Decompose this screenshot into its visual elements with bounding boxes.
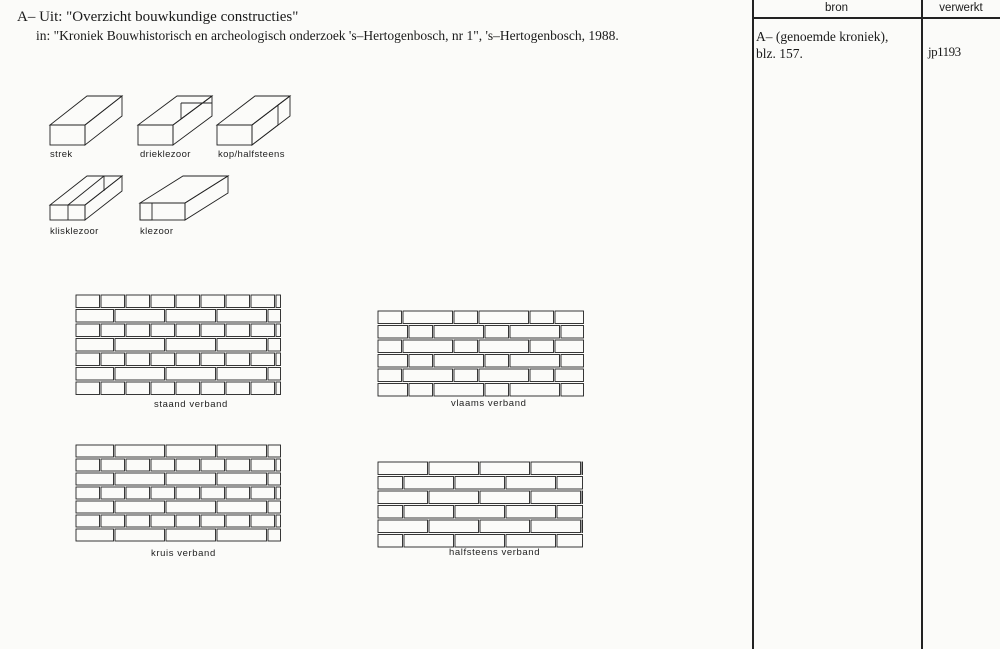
label-klezoor: klezoor bbox=[140, 226, 174, 237]
label-vlaams-verband: vlaams verband bbox=[451, 398, 527, 409]
document-source: in: "Kroniek Bouwhistorisch en archeologisch onderzoek 's–Hertogenbosch, nr 1", 's–Hertogenbosch, 1988. bbox=[36, 28, 619, 43]
brick-drieklezoor-drawing bbox=[138, 96, 212, 145]
column-header-rule bbox=[752, 17, 1000, 19]
bron-line-2: blz. 157. bbox=[756, 46, 803, 61]
label-staand-verband: staand verband bbox=[154, 399, 228, 410]
label-drieklezoor: drieklezoor bbox=[140, 149, 191, 160]
brick-klezoor-drawing bbox=[140, 176, 228, 220]
wall-halfsteens-verband-drawing bbox=[378, 462, 583, 547]
wall-staand-verband-drawing bbox=[76, 295, 281, 395]
verwerkt-code: jp1193 bbox=[928, 44, 961, 59]
bron-column-header: bron bbox=[824, 2, 849, 14]
verwerkt-column-header: verwerkt bbox=[939, 2, 983, 14]
label-klisklezoor: klisklezoor bbox=[50, 226, 99, 237]
verwerkt-column-divider bbox=[921, 0, 923, 649]
label-strek: strek bbox=[50, 149, 73, 160]
label-kruis-verband: kruis verband bbox=[151, 548, 216, 559]
wall-kruis-verband-drawing bbox=[76, 445, 281, 541]
brick-strek-drawing bbox=[50, 96, 122, 145]
document-title: A– Uit: "Overzicht bouwkundige constructies" bbox=[17, 9, 299, 25]
wall-vlaams-verband-drawing bbox=[378, 311, 584, 396]
brick-klisklezoor-drawing bbox=[50, 176, 122, 220]
label-halfsteens-verband: halfsteens verband bbox=[449, 547, 541, 558]
bron-reference bbox=[756, 28, 888, 62]
bron-line-1: A– (genoemde kroniek), bbox=[756, 29, 889, 44]
bron-column-divider bbox=[752, 0, 754, 649]
label-kop-halfsteens: kop/halfsteens bbox=[218, 149, 285, 160]
brick-kop-halfsteens-drawing bbox=[217, 96, 290, 145]
